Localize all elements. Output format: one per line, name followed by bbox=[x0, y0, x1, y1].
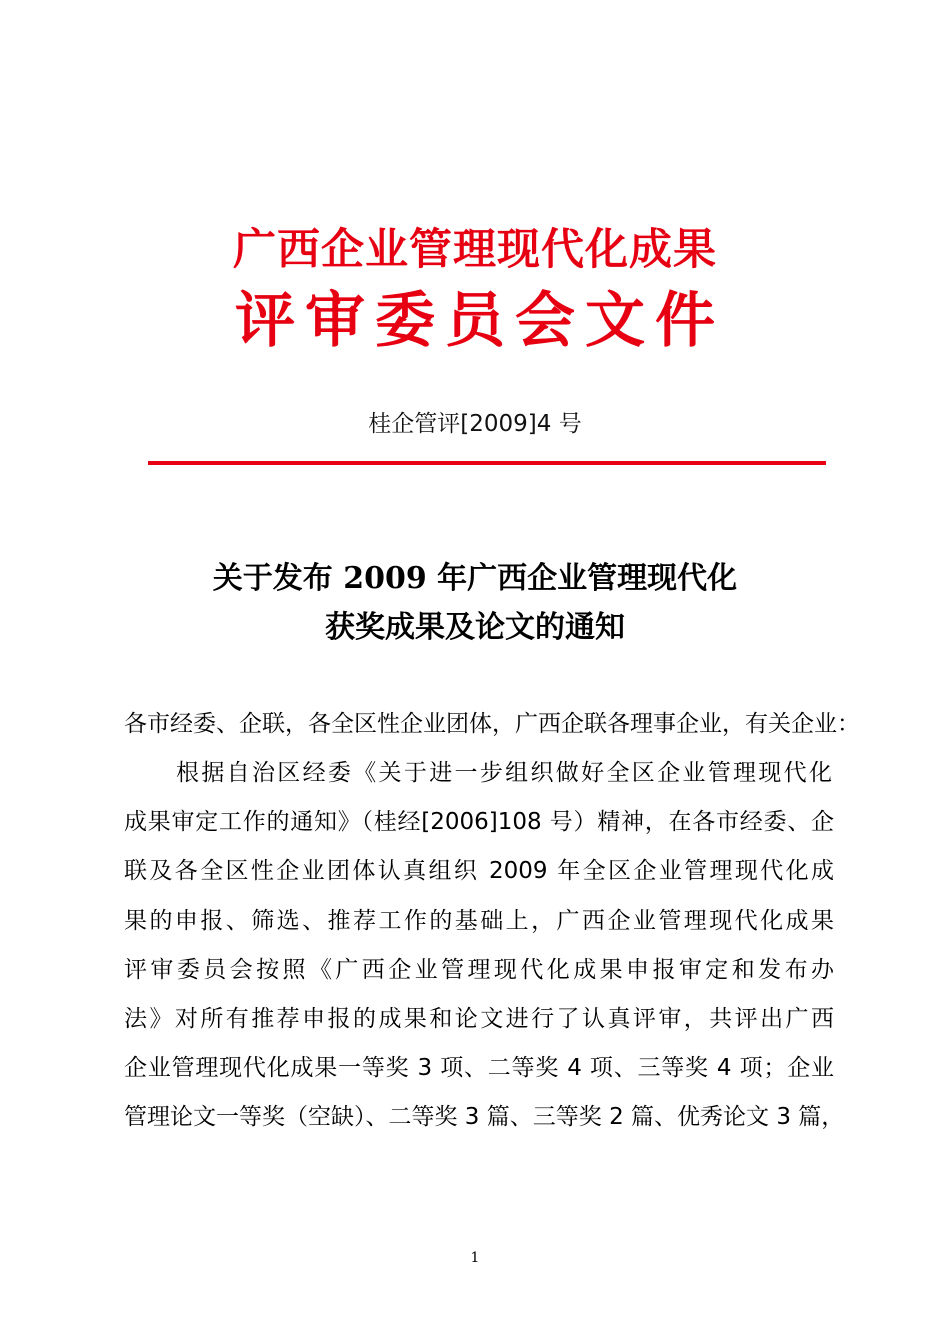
body-paragraph-line: 法》对所有推荐申报的成果和论文进行了认真评审，共评出广西 bbox=[124, 1006, 834, 1032]
body-paragraph-line: 根据自治区经委《关于进一步组织做好全区企业管理现代化 bbox=[176, 760, 832, 786]
body-paragraph-line: 成果审定工作的通知》（桂经[2006]108 号）精神，在各市经委、企 bbox=[124, 809, 834, 835]
body-paragraph-line: 联及各全区性企业团体认真组织 2009 年全区企业管理现代化成 bbox=[124, 858, 834, 884]
body-paragraph-line: 企业管理现代化成果一等奖 3 项、二等奖 4 项、三等奖 4 项；企业 bbox=[124, 1055, 834, 1081]
salutation: 各市经委、企联，各全区性企业团体，广西企联各理事企业，有关企业： bbox=[124, 711, 860, 737]
notice-title-line-2: 获奖成果及论文的通知 bbox=[325, 610, 625, 645]
header-org-line: 广西企业管理现代化成果 bbox=[233, 225, 717, 275]
body-paragraph-line: 果的申报、筛选、推荐工作的基础上，广西企业管理现代化成果 bbox=[124, 908, 834, 934]
notice-title-line-1: 关于发布 2009 年广西企业管理现代化 bbox=[212, 561, 738, 596]
body-paragraph-line: 管理论文一等奖（空缺）、二等奖 3 篇、三等奖 2 篇、优秀论文 3 篇， bbox=[124, 1104, 845, 1130]
red-separator-rule bbox=[148, 461, 826, 465]
page-number: 1 bbox=[470, 1250, 480, 1266]
document-number: 桂企管评[2009]4 号 bbox=[368, 411, 582, 437]
body-paragraph-line: 评审委员会按照《广西企业管理现代化成果申报审定和发布办 bbox=[124, 957, 834, 983]
header-doc-type-line: 评审委员会文件 bbox=[235, 286, 725, 356]
